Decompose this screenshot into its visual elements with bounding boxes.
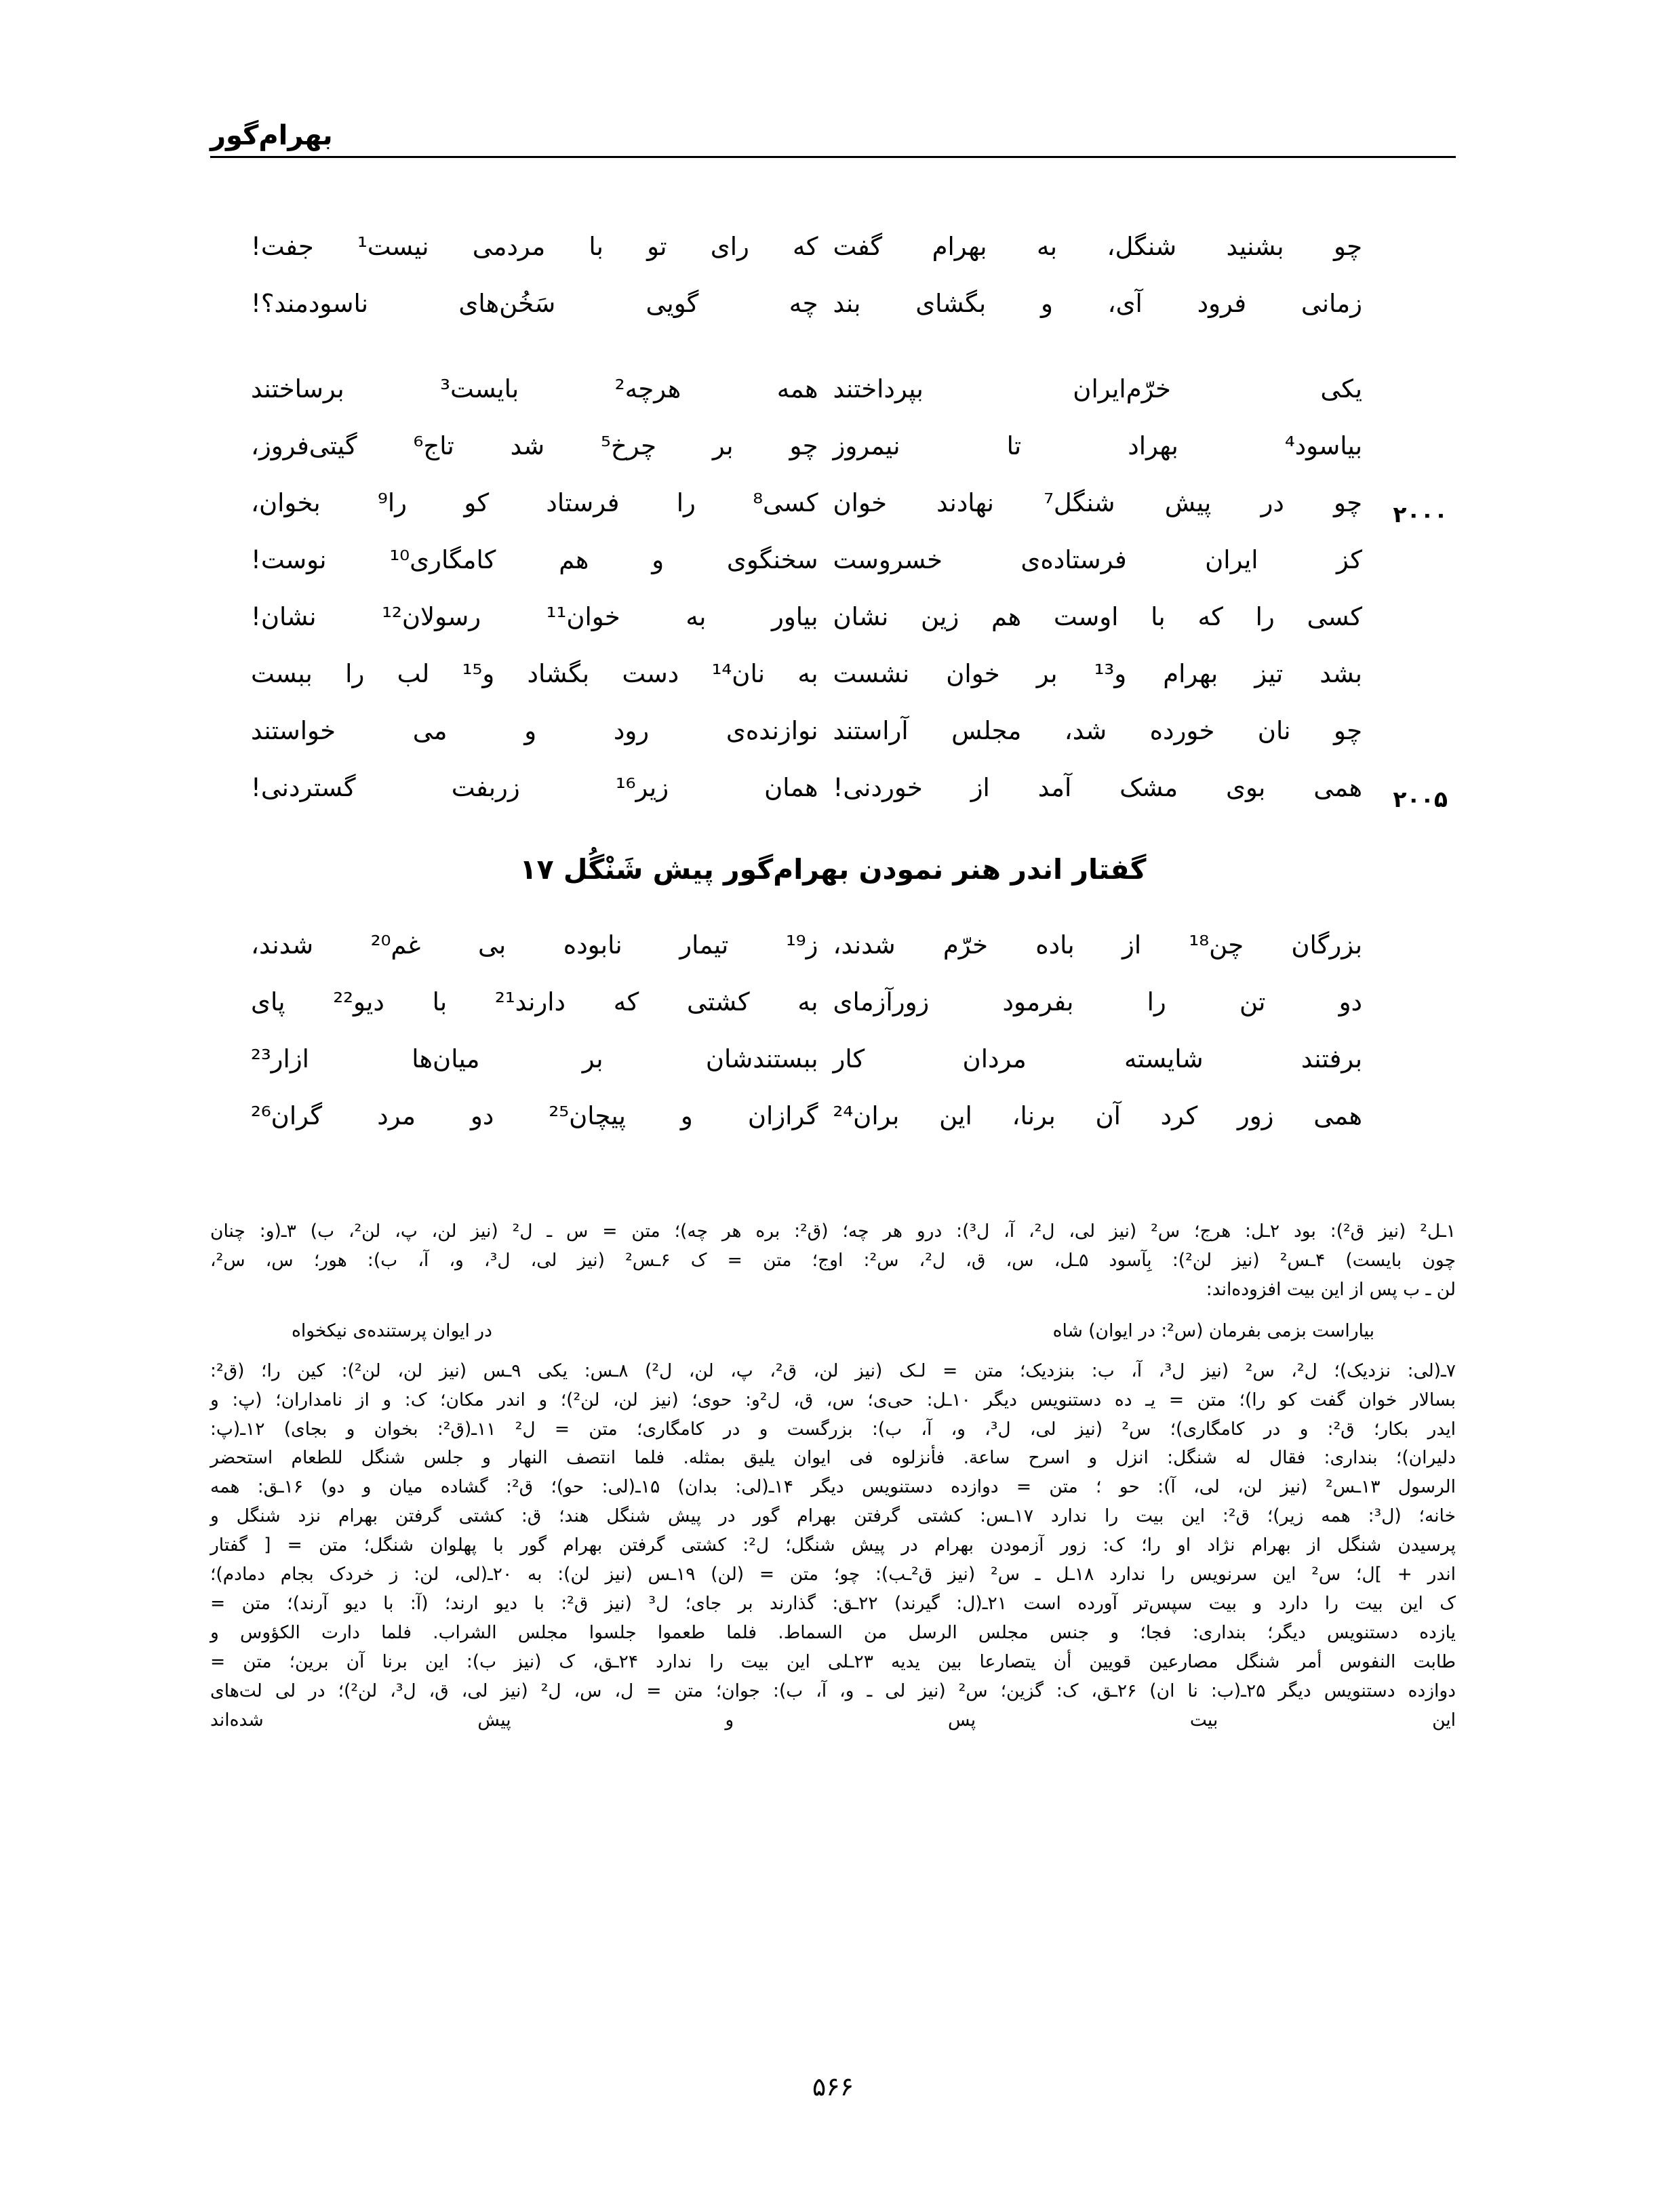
stanza-main [224,374,1448,889]
verse-line [224,989,1442,1046]
running-head-title: بهرام‌گور [210,120,333,151]
hemistich-left: سخنگوی و هم کامگاری¹⁰ نوست! [251,545,818,574]
hemistich-right: چو در پیش شنگل⁷ نهادند خوان [833,488,1362,517]
verse-line [224,1046,1442,1103]
hemistich-left: که رای تو با مردمی نیست¹ جفت! [251,232,818,261]
footnote-line: پرسیدن شنگل از بهرام نژاد او را؛ ک: زور آزمودن بهرام در پیش شنگل؛ ل²: کشتی گرفتن بهرام گور با پهلوان شنگل؛ متن = [ گفتار [210,1535,1456,1556]
hemistich-right: بشد تیز بهرام و¹³ بر خوان نشست [833,659,1362,688]
footnote-inserted-verse [210,1317,1456,1346]
footnote-line: چون بایست) ۴ـس² (نیز لن²): بِآسود ۵ـل، س، ق، ل²، س²: اوج؛ متن = ک ۶ـس² (نیز لی، ل³، و، آ، ب): هور؛ س، س²، [210,1249,1456,1271]
verse-line [224,376,1442,433]
hemistich-left: نوازنده‌ی رود و می خواستند [251,716,818,745]
inserted-hemistich-right: بیاراست بزمی بفرمان (س²: در ایوان) شاه [1052,1320,1374,1341]
verse-line [224,488,1448,547]
hemistich-right: یکی خرّم‌ایران بپرداختند [833,374,1362,403]
hemistich-left: چو بر چرخ⁵ شد تاج⁶ گیتی‌فروز، [251,431,818,460]
hemistich-left: همان زیر¹⁶ زربفت گستردنی! [251,773,818,802]
verse-line [224,718,1442,775]
header-divider-rule [210,156,1456,158]
section-heading: گفتار اندر هنر نمودن بهرام‌گور پیش شَنْگُل ۱۷ [519,853,1147,886]
footnote-line: ایدر بکار؛ ق²: و در کامگاری)؛ س² (نیز لی، ل³، و، آ، ب): بزرگست و در کامگاری؛ متن = ل² ۱۱ـ(ق²: بخوان و بجای) ۱۲ـ(پ: [210,1418,1456,1440]
footnote-line: بسالار خوان گفت کو را)؛ متن = یـ ده دستنویس دیگر ۱۰ـل: حی‌ی؛ س، ق، ل²و: حوی؛ (نیز لن، لن²)؛ و اندر مکان؛ ک: و از نامداران؛ (پ: و [210,1389,1456,1410]
footnote-line: اندر + ]ل؛ س² این سرنویس را ندارد ۱۸ـل ـ س² (نیز ق²ـب): چو؛ متن = (لن) ۱۹ـس (نیز لن): به ۲۰ـ(لی، لن: ز خردک بجام دمادم)؛ [210,1564,1456,1585]
hemistich-left: همه هرچه² بایست³ برساختند [251,374,818,403]
footnote-line: یازده دستنویس دیگر؛ بنداری: فجا؛ و جنس مجلس الرسل من السماط. فلما طعموا جلسوا مجلس الشراب. فلما دارت الکؤوس و [210,1621,1456,1643]
footnote-line: الرسول ۱۳ـس² (نیز لن، لی، آ): حو ؛ متن = دوازده دستنویس دیگر ۱۴ـ(لی: بدان) ۱۵ـ(لی: حو)؛ ق²: گشاده میان و دو) ۱۶ـق: همه [210,1476,1456,1498]
footnote-line: دوازده دستنویس دیگر ۲۵ـ(ب: نا ان) ۲۶ـق، ک: گزین؛ س² (نیز لی ـ و، آ، ب): جوان؛ متن = ل، س، ل² (نیز لی، ق، ل³، لن²)؛ در لی لت‌های [210,1680,1456,1701]
verse-line [224,604,1442,661]
hemistich-right: بزرگان چن¹⁸ از باده خرّم شدند، [833,930,1362,960]
verse-line-number: ۲۰۰۵ [1393,786,1448,812]
verse-line [224,547,1442,604]
footnote-apparatus [210,1217,1456,1735]
footnote-line: ۷ـ(لی: نزدیک)؛ ل²، س² (نیز ل³، آ، ب: بنزدیک؛ متن = لـک (نیز لن، ق²، پ، لن، ل²) ۸ـس: یکی ۹ـس (نیز لن، لن²): کین را؛ (ق²: [210,1360,1456,1381]
hemistich-left: به نان¹⁴ دست بگشاد و¹⁵ لب را ببست [251,659,818,688]
footnote-line: لن ـ ب پس از این بیت افزوده‌اند: [1206,1278,1456,1300]
footnote-line: ۱ـل² (نیز ق²): بود ۲ـل: هرج؛ س² (نیز لی، ل²، آ، ل³): درو هر چه؛ (ق²: بره هر چه)؛ متن = س ـ ل² (نیز لن، پ، لن²، ب) ۳ـ(و: چنان [210,1221,1456,1242]
hemistich-left: بیاور به خوان¹¹ رسولان¹² نشان! [251,602,818,631]
hemistich-left: ز¹⁹ تیمار نابوده بی غم²⁰ شدند، [251,930,818,960]
hemistich-right: همی بوی مشک آمد از خوردنی! [833,773,1362,802]
inserted-hemistich-left: در ایوان پرستنده‌ی نیکخواه [292,1320,492,1341]
stanza-after-heading [224,932,1442,1160]
footnote-line: ک این بیت را دارد و بیت سپس‌تر آورده است ۲۱ـ(ل: گیرند) ۲۲ـق: گذارند بر جای؛ ل³ (نیز ق²: با دیو ارند؛ (آ: با دیو آرند)؛ متن = [210,1593,1456,1615]
verse-line [224,661,1442,718]
verse-line [224,291,1442,348]
hemistich-left: گرازان و پیچان²⁵ دو مرد گران²⁶ [251,1101,818,1130]
hemistich-right: بیاسود⁴ بهراد تا نیمروز [833,431,1362,460]
footnote-line: خانه؛ (ل³: همه زیر)؛ ق²: این بیت را ندارد ۱۷ـس: کشتی گرفتن بهرام گور در پیش شنگل هند؛ ق: کشتی گرفتن بهرام نزد شنگل و [210,1505,1456,1527]
verse-body [224,232,1448,917]
hemistich-right: کز ایران فرستاده‌ی خسروست [833,545,1362,574]
hemistich-right: برفتند شایسته مردان کار [833,1044,1362,1073]
verse-line [224,1103,1442,1160]
hemistich-left: ببستندشان بر میان‌ها ازار²³ [251,1044,818,1073]
hemistich-left: کسی⁸ را فرستاد کو را⁹ بخوان، [251,488,818,517]
verse-line [224,234,1442,291]
hemistich-right: چو بشنید شنگل، به بهرام گفت [833,232,1362,261]
folio-number: ۵۶۶ [812,2072,854,2101]
hemistich-left: چه گویی سَخُن‌های ناسودمند؟! [251,289,818,318]
hemistich-right: کسی را که با اوست هم زین نشان [833,602,1362,631]
verse-line-number: ۲۰۰۰ [1393,501,1448,528]
footnote-line: طابت النفوس أمر شنگل مصارعین قویین أن یتصارعا بین یدیه ۲۳ـلی این بیت را ندارد ۲۴ـق، ک (نیز ب): این برنا آن برین؛ متن = [210,1651,1456,1672]
verse-body-after-heading [224,932,1442,1189]
hemistich-right: دو تن را بفرمود زورآزمای [833,987,1362,1016]
footnote-line: دلیران)؛ بنداری: فقال له شنگل: انزل و اسرح ساعة. فأنزلوه فی ایوان یلیق بمثله. فلما انتصف النهار و جلس شنگل للطعام استحضر [210,1447,1456,1469]
verse-line [224,433,1442,490]
hemistich-right: همی زور کرد آن برنا، این بران²⁴ [833,1101,1362,1130]
hemistich-right: زمانی فرود آی، و بگشای بند [833,289,1362,318]
running-head-area [210,121,1456,158]
verse-line [224,773,1448,832]
footnote-line: این بیت پس و پیش شده‌اند [210,1709,1456,1731]
hemistich-left: به کشتی که دارند²¹ با دیو²² پای [251,987,818,1016]
stanza-opening [224,234,1442,348]
verse-line [224,932,1442,989]
hemistich-right: چو نان خورده شد، مجلس آراستند [833,716,1362,745]
